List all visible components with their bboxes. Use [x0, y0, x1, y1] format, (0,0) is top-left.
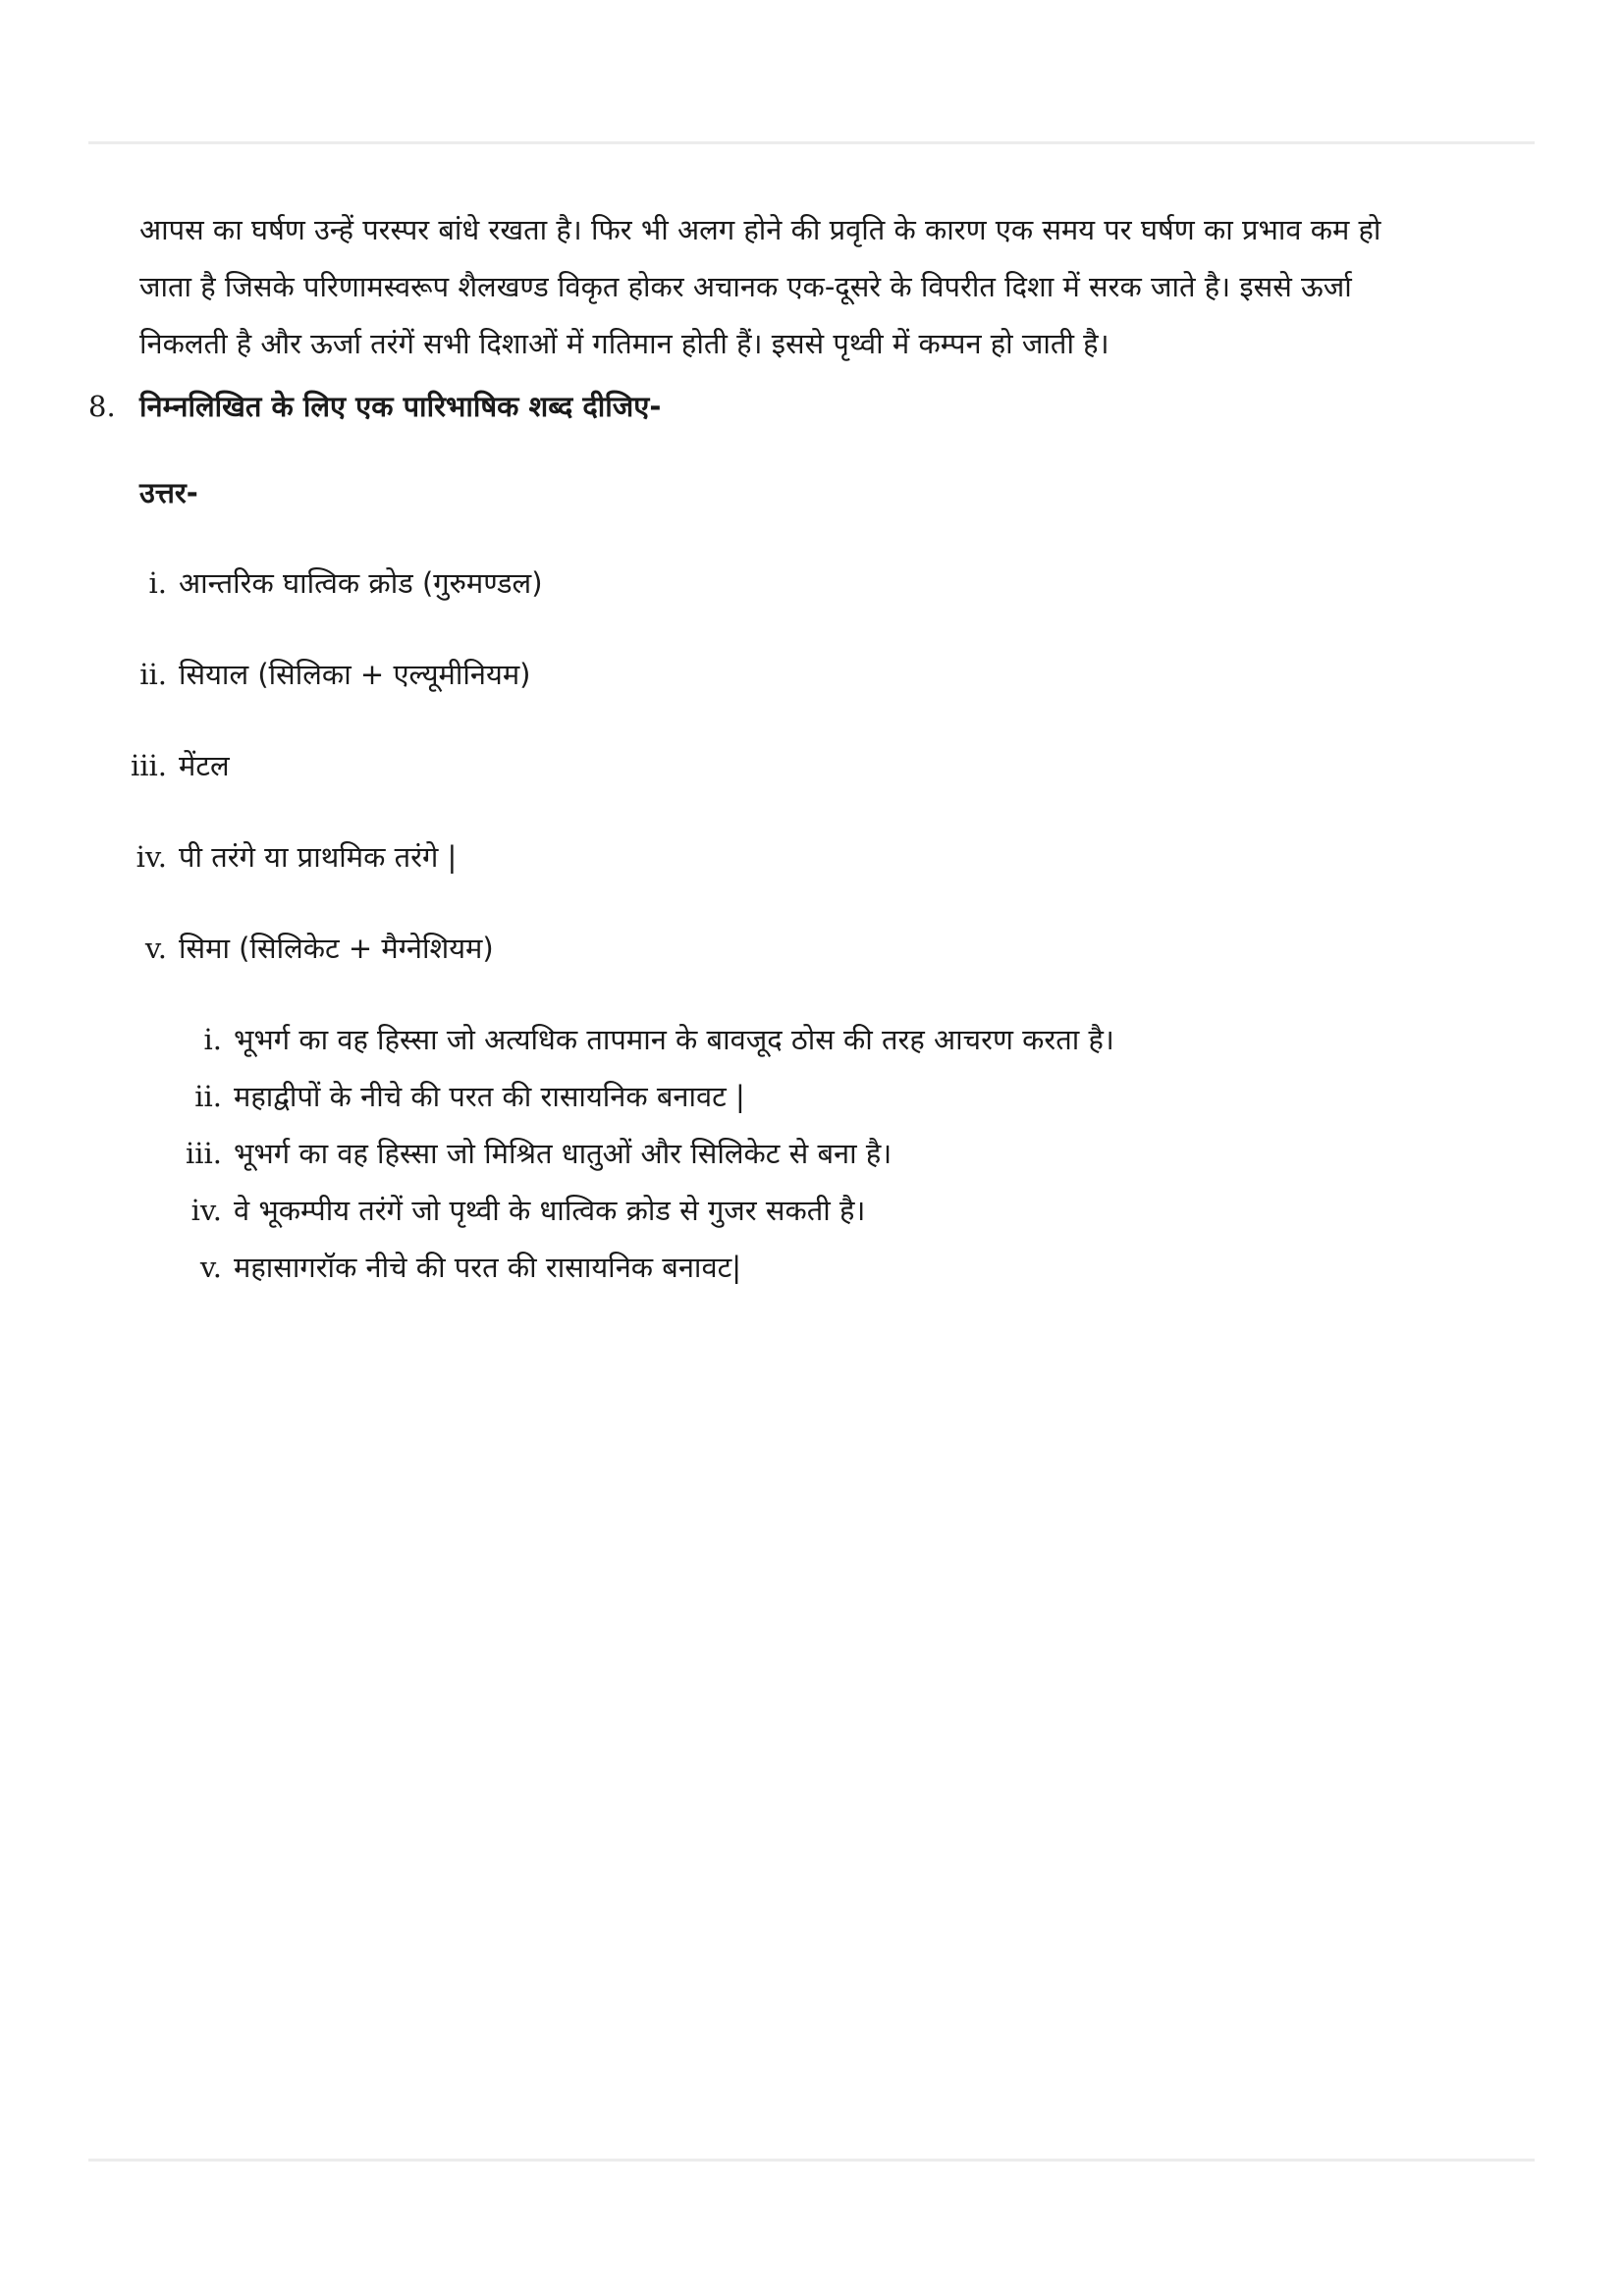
page-content: [88, 201, 1535, 1296]
question-8: [88, 378, 1535, 435]
question-number: 8.: [88, 390, 116, 423]
list-marker: i.: [203, 1023, 222, 1056]
list-marker: ii.: [194, 1080, 222, 1113]
paragraph-line: आपस का घर्षण उन्हें परस्पर बांधे रखता है। फिर भी अलग होने की प्रवृति के कारण एक समय पर घर्षण का प्रभाव कम हो: [139, 213, 1381, 246]
answer-item: [88, 828, 1535, 885]
paragraph-line: जाता है जिसके परिणामस्वरूप शैलखण्ड विकृत होकर अचानक एक-दूसरे के विपरीत दिशा में सरक जाते है। इससे ऊर्जा: [139, 270, 1352, 303]
answer-item: [88, 555, 1535, 612]
bottom-divider: [88, 2159, 1535, 2162]
sub-question-text: भूभर्ग का वह हिस्सा जो अत्यधिक तापमान के बावजूद ठोस की तरह आचरण करता है।: [234, 1023, 1114, 1056]
sub-question-item: [88, 1239, 1535, 1296]
list-marker: v.: [199, 1251, 222, 1284]
answer-text: मेंटल: [179, 749, 230, 782]
sub-question-text: महासागरॉक नीचे की परत की रासायनिक बनावट|: [234, 1251, 741, 1284]
list-marker: ii.: [139, 658, 167, 691]
top-divider: [88, 141, 1535, 144]
question-text: निम्नलिखित के लिए एक पारिभाषिक शब्द दीजिए-: [139, 390, 662, 423]
answer-item: [88, 646, 1535, 703]
sub-question-item: [88, 1068, 1535, 1125]
answer-list: [88, 555, 1535, 977]
answer-text: सिमा (सिलिकेट + मैग्नेशियम): [179, 932, 494, 965]
continuation-paragraph: [139, 201, 1535, 372]
list-marker: i.: [148, 566, 167, 600]
list-marker: iv.: [190, 1194, 222, 1227]
paragraph-line: निकलती है और ऊर्जा तरंगें सभी दिशाओं में गतिमान होती हैं। इससे पृथ्वी में कम्पन हो जाती है।: [139, 327, 1109, 360]
answer-text: आन्तरिक घात्विक क्रोड (गुरुमण्डल): [179, 566, 543, 600]
sub-question-item: [88, 1182, 1535, 1239]
answer-item: [88, 737, 1535, 794]
sub-question-item: [88, 1125, 1535, 1182]
answer-item: [88, 920, 1535, 977]
answer-label: उत्तर-: [139, 476, 198, 509]
list-marker: iii.: [185, 1137, 222, 1170]
sub-question-list: [88, 1011, 1535, 1296]
answer-text: सियाल (सिलिका + एल्यूमीनियम): [179, 658, 531, 691]
list-marker: iii.: [130, 749, 167, 782]
list-marker: iv.: [135, 840, 167, 874]
sub-question-text: महाद्वीपों के नीचे की परत की रासायनिक बनावट |: [234, 1080, 745, 1113]
list-marker: v.: [144, 932, 167, 965]
sub-question-text: भूभर्ग का वह हिस्सा जो मिश्रित धातुओं और सिलिकेट से बना है।: [234, 1137, 893, 1170]
sub-question-text: वे भूकम्पीय तरंगें जो पृथ्वी के धात्विक क्रोड से गुजर सकती है।: [234, 1194, 866, 1227]
sub-question-item: [88, 1011, 1535, 1068]
answer-text: पी तरंगे या प्राथमिक तरंगे |: [179, 840, 458, 874]
